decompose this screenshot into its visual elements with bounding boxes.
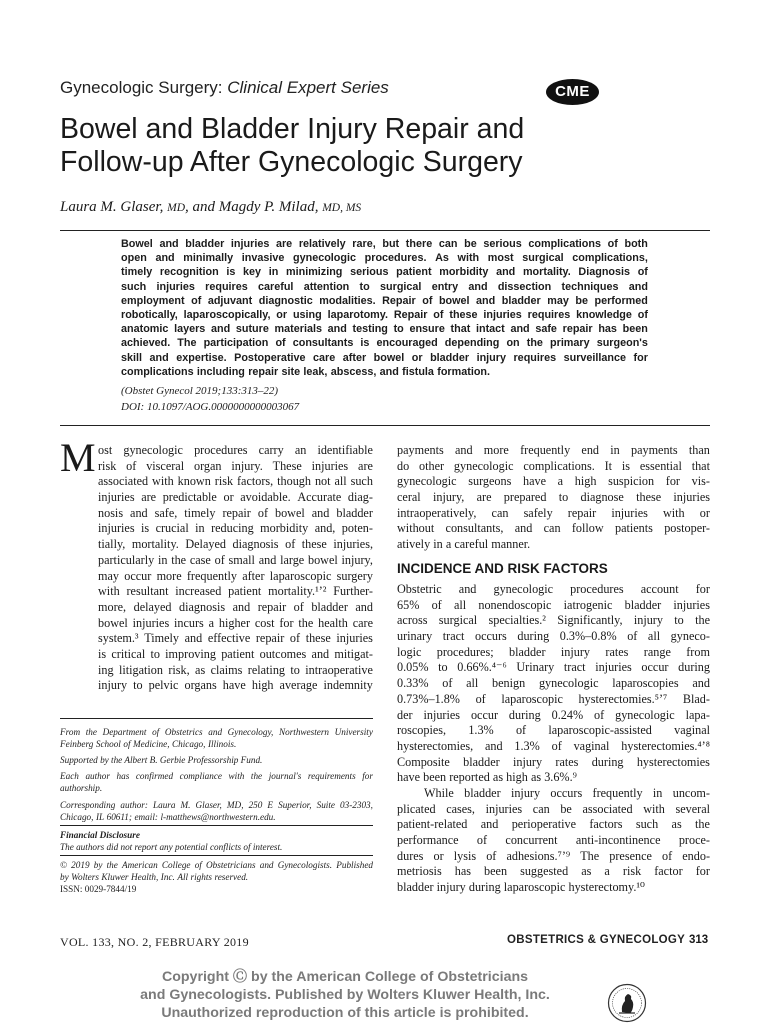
body-line: bowel injuries incurs a higher cost for the health care: [98, 615, 373, 630]
body-line: atively in a careful manner.: [397, 537, 531, 552]
body-line: 65% of all nonendoscopic iatrogenic bladder injuries: [397, 597, 710, 612]
body-line: risk of visceral organ injury. These injuries are: [98, 458, 373, 473]
body-line: bladder injury during laparoscopic hysterectomy.¹⁰: [397, 880, 645, 895]
abstract-line: complications including repair site leak, abscess, and fistula formation.: [121, 365, 491, 378]
body-line: performance of concurrent anti-incontinence proce-: [397, 833, 710, 847]
disclosure-text: The authors did not report any potential conflicts of interest.: [60, 842, 283, 852]
series-name: Clinical Expert Series: [227, 78, 389, 97]
author-degree: MD, MS: [322, 202, 362, 214]
issn-text: ISSN: 0029-7844/19: [60, 884, 137, 894]
body-line: ost gynecologic procedures carry an identifiable: [98, 443, 373, 457]
body-line: system.³ Timely and effective repair of these injuries: [98, 631, 373, 646]
body-line: without consultants, and can follow patients postoper-: [397, 521, 710, 536]
footnote-line: authorship.: [60, 783, 103, 793]
body-line: plicated cases, injuries can be associated with several: [397, 801, 710, 816]
body-line: tially, mortality. Delayed diagnosis of these injuries,: [98, 537, 373, 552]
footnote-line: Corresponding author: Laura M. Glaser, MD, 250 E Superior, Suite 03-2303,: [60, 800, 373, 810]
body-line: Composite bladder injury rates during hysterectomies: [397, 754, 710, 769]
abstract-line: such injuries requires careful attention to surgical entry and dissection techniques and: [121, 280, 648, 293]
abstract-line: achieved. The participation of consultants is encouraged depending on the primary surgeon's: [121, 337, 648, 350]
body-line: nosis and safe, timely repair of bowel and bladder: [98, 505, 373, 520]
doi: DOI: 10.1097/AOG.0000000000003067: [121, 401, 300, 413]
watermark-line: Unauthorized reproduction of this article is prohibited.: [161, 1005, 529, 1021]
body-line: patient-related and perioperative factors such as the: [397, 817, 710, 832]
author-line: [60, 199, 361, 216]
body-line: payments and more frequently end in payments than: [397, 443, 710, 457]
body-line: ing litigation risk, as claims relating to intraoperative: [98, 662, 373, 677]
body-line: intraoperatively, can safely repair injuries with or: [397, 505, 710, 520]
title-line: Follow-up After Gynecologic Surgery: [60, 146, 523, 178]
issn: [60, 883, 373, 895]
footnote-rule: [60, 825, 373, 826]
abstract-line: open and minimally invasive gynecologic procedures. As with most surgical complications,: [121, 252, 648, 265]
body-line: logic procedures; bladder injury rates range from: [397, 644, 710, 659]
author-name: Laura M. Glaser,: [60, 199, 168, 215]
body-line: injuries is crucial in reducing morbidity and, poten-: [98, 521, 373, 536]
footnote-rule: [60, 718, 373, 719]
author-degree: MD: [167, 202, 185, 214]
abstract-line: timely recognition is key in minimizing serious patient morbidity and mortality. Diagnosis of: [121, 266, 648, 279]
footnote-line: Each author has confirmed compliance with the journal's requirements for: [60, 771, 373, 781]
series-prefix: Gynecologic Surgery:: [60, 78, 228, 97]
series-label: [60, 78, 389, 98]
copyright-watermark: [100, 968, 590, 1022]
footnote-line: by Wolters Kluwer Health, Inc. All rights reserved.: [60, 872, 249, 882]
body-line: ceral injury, are prepared to diagnose these injuries: [397, 490, 710, 505]
title-line: Bowel and Bladder Injury Repair and: [60, 113, 525, 145]
abstract-line: robotically, laparoscopically, or using laparotomy. Repair of these injuries requires knowledge of: [121, 309, 648, 322]
footnote-disclosure: [60, 829, 373, 853]
body-line: urinary tract occurs during 0.3%–0.8% of all gyneco-: [397, 629, 710, 644]
footnote-correspondence: [60, 799, 373, 823]
watermark-line: Copyright Ⓒ by the American College of Obstetricians: [161, 969, 529, 985]
body-line: dures or lysis of adhesions.⁷ʼ⁹ The presence of endo-: [397, 848, 710, 863]
section-body: [397, 582, 710, 896]
body-line: metriosis has been suggested as a risk factor for: [397, 864, 710, 879]
article-title: [60, 113, 700, 179]
body-line: injuries are predictable or avoidable. Accurate diag-: [98, 490, 373, 505]
body-line: have been reported as high as 3.6%.⁹: [397, 770, 577, 785]
page-number: 313: [689, 934, 709, 946]
footnote-affiliation: [60, 726, 373, 750]
volume-info: VOL. 133, NO. 2, FEBRUARY 2019: [60, 935, 249, 949]
body-line: der injuries occur during 0.24% of gynecologic lapa-: [397, 707, 710, 722]
acog-seal-logo: [606, 983, 648, 1023]
abstract-line: anatomic layers and suture materials and testing to ensure that intact and safe repair has been: [121, 323, 648, 336]
cme-badge: CME: [546, 79, 599, 105]
footnote-copyright: [60, 859, 373, 883]
body-line: across surgical specialties.² Significantly, injury to the: [397, 613, 710, 628]
header-rule: [60, 230, 710, 231]
footnote-line: Feinberg School of Medicine, Chicago, Illinois.: [60, 739, 237, 749]
footnote-text: Supported by the Albert B. Gerbie Professorship Fund.: [60, 755, 263, 765]
body-line: associated with known risk factors, though not all such: [98, 474, 373, 489]
citation: (Obstet Gynecol 2019;133:313–22): [121, 385, 279, 397]
body-line: may occur more frequently after laparoscopic surgery: [98, 568, 373, 583]
abstract-rule: [60, 425, 710, 426]
body-line: 0.05% to 0.66%.⁴⁻⁶ Urinary tract injuries occur during: [397, 660, 710, 675]
section-heading: INCIDENCE AND RISK FACTORS: [397, 561, 608, 576]
body-line: do other gynecologic complications. It is essential that: [397, 458, 710, 473]
abstract: [121, 237, 648, 379]
footnote-rule: [60, 855, 373, 856]
body-line: injury to pelvic organs have high average indemnity: [98, 678, 373, 693]
disclosure-heading: Financial Disclosure: [60, 830, 140, 840]
footnote-line: © 2019 by the American College of Obstetricians and Gynecologists. Published: [60, 860, 373, 870]
body-line: with resultant increased patient mortality.¹ʼ² Further-: [98, 584, 373, 599]
drop-cap: M: [60, 435, 96, 480]
abstract-line: skill and expertise. Postoperative care after bowel or bladder injury requires surveillance for: [121, 351, 648, 364]
body-line: gynecologic surgeons have a high suspicion for vis-: [397, 474, 710, 489]
footnote-compliance: [60, 770, 373, 794]
body-line: 0.73%–1.8% of laparoscopic hysterectomies.⁵ʼ⁷ Blad-: [397, 691, 710, 706]
body-line: Obstetric and gynecologic procedures account for: [397, 582, 710, 596]
body-line: is critical to improving patient outcomes and mitigat-: [98, 646, 373, 661]
body-line: 0.33% of all benign gynecologic laparoscopies and: [397, 676, 710, 691]
body-line: more, delayed diagnosis and repair of bladder and: [98, 599, 373, 614]
author-name: , and Magdy P. Milad,: [185, 199, 323, 215]
abstract-line: employment of adjuvant diagnostic modalities. Repair of bowel and bladder may be performed: [121, 294, 648, 307]
body-line: roscopies, 1.3% of laparoscopic-assisted vaginal: [397, 723, 710, 738]
body-right-column: [397, 443, 710, 553]
body-line: particularly in the case of small and large bowel injury,: [98, 552, 373, 567]
body-line: hysterectomies, and 1.3% of vaginal hysterectomies.⁴ʼ⁸: [397, 738, 710, 753]
abstract-line: Bowel and bladder injuries are relatively rare, but there can be serious complications of both: [121, 238, 648, 250]
footnote-support: [60, 754, 373, 766]
footnote-line: From the Department of Obstetrics and Gynecology, Northwestern University: [60, 727, 373, 737]
journal-name: OBSTETRICS & GYNECOLOGY: [507, 934, 686, 946]
watermark-line: and Gynecologists. Published by Wolters Kluwer Health, Inc.: [140, 987, 550, 1003]
footnote-line: Chicago, IL 60611; email: l-matthews@northwestern.edu.: [60, 812, 276, 822]
body-line: While bladder injury occurs frequently in uncom-: [424, 785, 710, 800]
body-left-column: [98, 443, 373, 694]
